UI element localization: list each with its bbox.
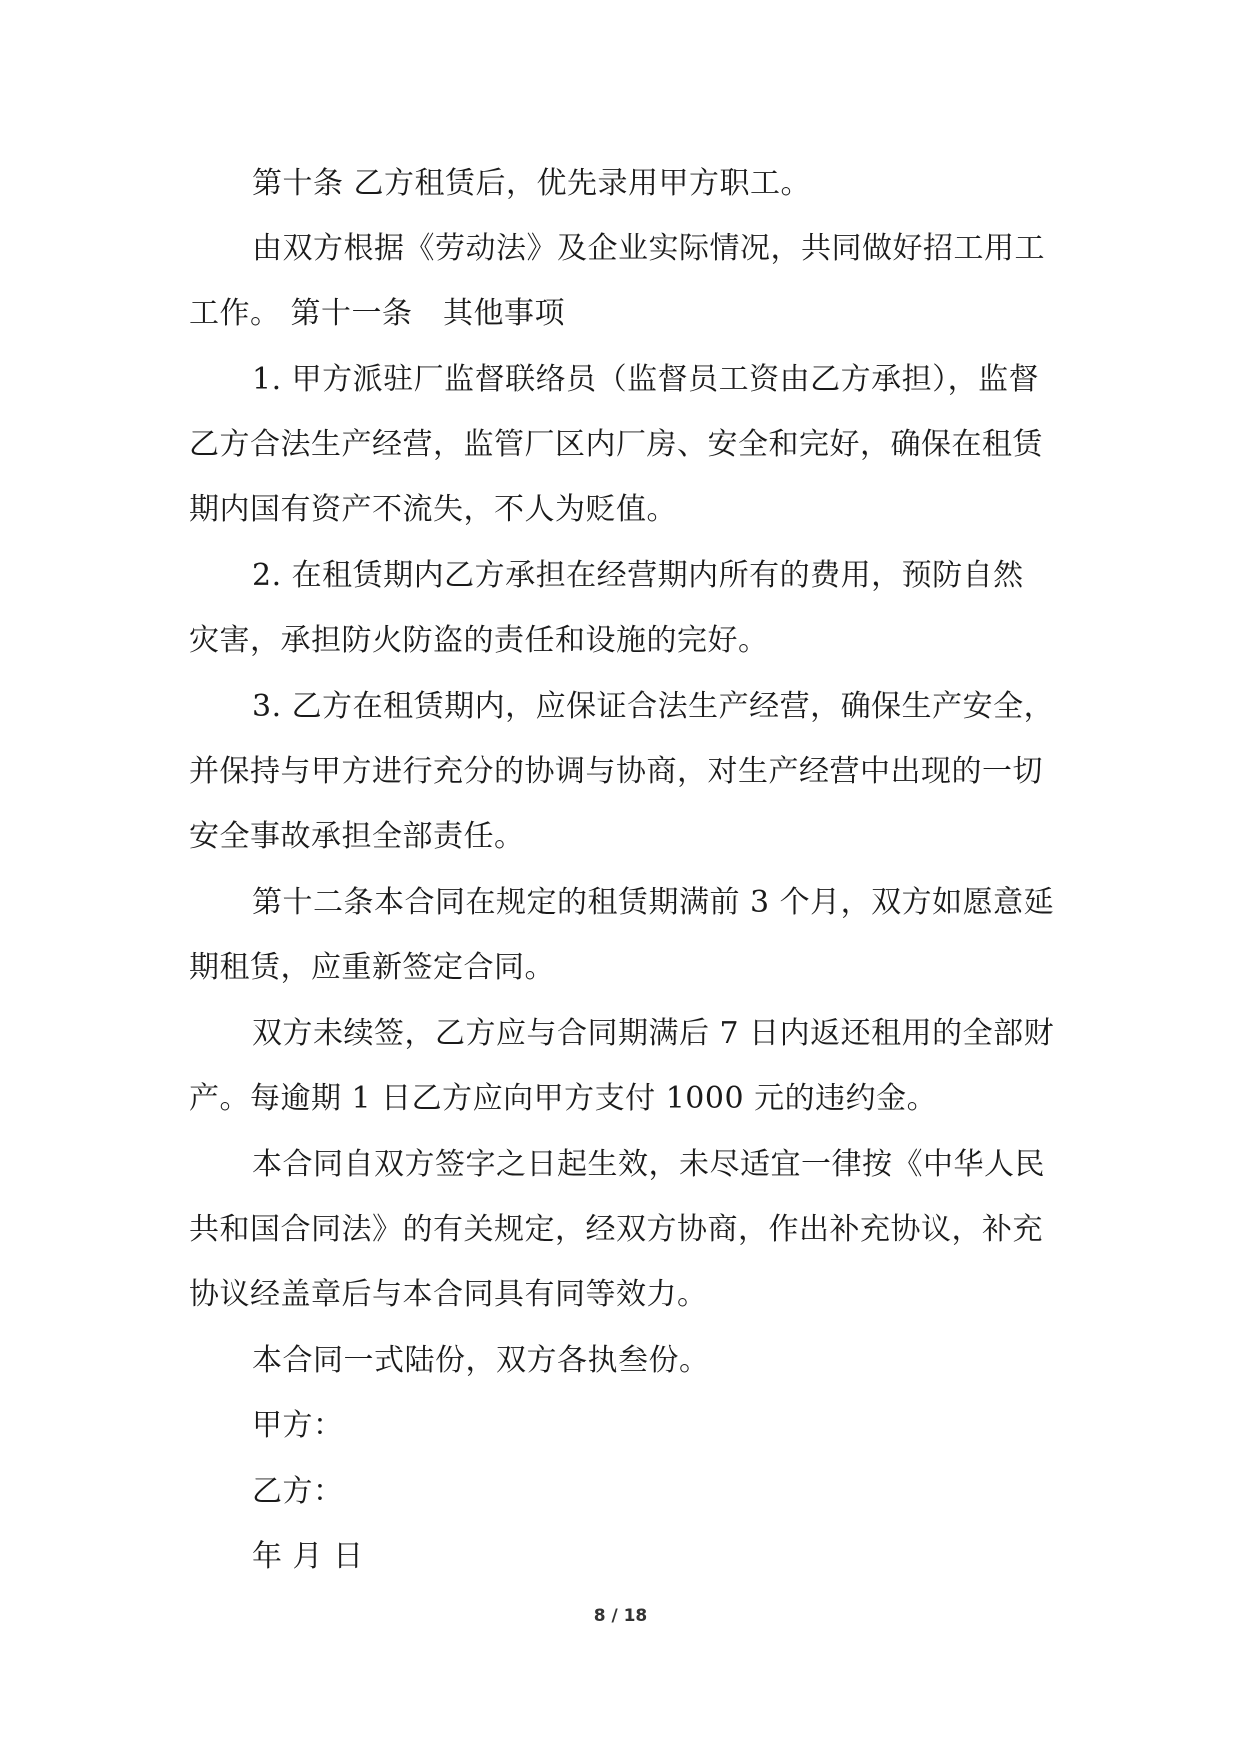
paragraph-line: 2. 在租赁期内乙方承担在经营期内所有的费用，预防自然 (252, 558, 1024, 593)
paragraph-line: 双方未续签，乙方应与合同期满后 7 日内返还租用的全部财 (252, 1016, 1055, 1051)
paragraph-line: 工作。 第十一条 其他事项 (189, 296, 566, 331)
paragraph-line: 本合同自双方签字之日起生效，未尽适宜一律按《中华人民 (252, 1147, 1045, 1182)
party-a-signature-line: 甲方： (252, 1408, 344, 1443)
paragraph-line: 乙方合法生产经营，监管厂区内厂房、安全和完好，确保在租赁 (189, 427, 1043, 462)
paragraph-line: 协议经盖章后与本合同具有同等效力。 (189, 1277, 708, 1312)
clause-10-line: 第十条 乙方租赁后，优先录用甲方职工。 (252, 166, 812, 201)
page-number: 8 / 18 (593, 1606, 648, 1626)
paragraph-line: 本合同一式陆份，双方各执叁份。 (252, 1343, 710, 1378)
paragraph-line: 共和国合同法》的有关规定，经双方协商，作出补充协议，补充 (189, 1212, 1043, 1247)
paragraph-line: 第十二条本合同在规定的租赁期满前 3 个月，双方如愿意延 (252, 885, 1055, 920)
paragraph-line: 期内国有资产不流失，不人为贬值。 (189, 492, 677, 527)
party-b-signature-line: 乙方： (252, 1474, 344, 1509)
paragraph-line: 由双方根据《劳动法》及企业实际情况，共同做好招工用工 (252, 231, 1045, 266)
paragraph-line: 期租赁，应重新签定合同。 (189, 950, 555, 985)
paragraph-line: 3. 乙方在租赁期内，应保证合法生产经营，确保生产安全， (252, 689, 1055, 724)
paragraph-line: 并保持与甲方进行充分的协调与协商，对生产经营中出现的一切 (189, 754, 1043, 789)
paragraph-line: 1. 甲方派驻厂监督联络员（监督员工资由乙方承担），监督 (252, 362, 1040, 397)
paragraph-line: 产。每逾期 1 日乙方应向甲方支付 1000 元的违约金。 (189, 1081, 938, 1116)
paragraph-line: 灾害，承担防火防盗的责任和设施的完好。 (189, 623, 769, 658)
paragraph-line: 安全事故承担全部责任。 (189, 819, 525, 854)
date-line: 年 月 日 (252, 1539, 364, 1574)
